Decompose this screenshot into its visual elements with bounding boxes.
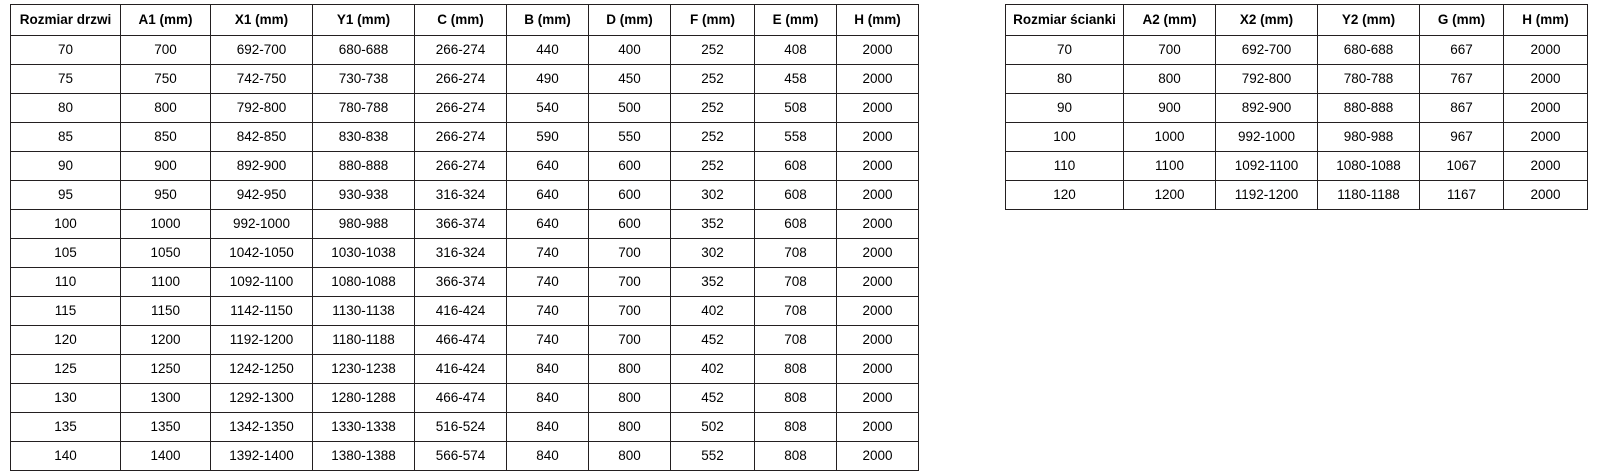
table-cell: 892-900	[1216, 94, 1318, 123]
table-cell: 1292-1300	[211, 384, 313, 413]
table-cell: 366-374	[415, 210, 507, 239]
column-header-door-4: C (mm)	[415, 5, 507, 36]
table-cell: 1300	[121, 384, 211, 413]
column-header-wall-0: Rozmiar ścianki	[1006, 5, 1124, 36]
table-cell: 1167	[1420, 181, 1504, 210]
table-cell: 892-900	[211, 152, 313, 181]
table-row	[1006, 36, 1588, 65]
table-cell: 700	[589, 268, 671, 297]
table-cell: 700	[1124, 36, 1216, 65]
table-cell: 140	[11, 442, 121, 471]
table-cell: 100	[11, 210, 121, 239]
table-cell: 590	[507, 123, 589, 152]
table-cell: 1080-1088	[313, 268, 415, 297]
table-cell: 1080-1088	[1318, 152, 1420, 181]
table-cell: 516-524	[415, 413, 507, 442]
table-cell: 1050	[121, 239, 211, 268]
column-header-door-6: D (mm)	[589, 5, 671, 36]
table-cell: 667	[1420, 36, 1504, 65]
wall-table-body	[1006, 36, 1588, 210]
table-cell: 550	[589, 123, 671, 152]
table-cell: 100	[1006, 123, 1124, 152]
table-cell: 302	[671, 181, 755, 210]
table-row	[1006, 94, 1588, 123]
table-cell: 416-424	[415, 297, 507, 326]
table-cell: 508	[755, 94, 837, 123]
table-cell: 452	[671, 384, 755, 413]
wall-panel-dimensions-table	[1005, 4, 1588, 210]
table-cell: 2000	[837, 65, 919, 94]
table-cell: 2000	[837, 181, 919, 210]
table-cell: 600	[589, 181, 671, 210]
table-cell: 730-738	[313, 65, 415, 94]
table-cell: 1200	[121, 326, 211, 355]
table-cell: 2000	[837, 152, 919, 181]
table-cell: 692-700	[1216, 36, 1318, 65]
table-row	[11, 123, 919, 152]
table-cell: 500	[589, 94, 671, 123]
table-cell: 692-700	[211, 36, 313, 65]
table-cell: 708	[755, 326, 837, 355]
table-cell: 408	[755, 36, 837, 65]
column-header-wall-2: X2 (mm)	[1216, 5, 1318, 36]
table-cell: 2000	[837, 442, 919, 471]
wall-table-head	[1006, 5, 1588, 36]
table-cell: 252	[671, 94, 755, 123]
table-cell: 1030-1038	[313, 239, 415, 268]
table-cell: 680-688	[1318, 36, 1420, 65]
table-cell: 2000	[837, 384, 919, 413]
table-row	[11, 355, 919, 384]
table-cell: 402	[671, 297, 755, 326]
table-row	[1006, 65, 1588, 94]
door-table-container	[10, 4, 919, 471]
table-cell: 2000	[1504, 152, 1588, 181]
table-cell: 1180-1188	[313, 326, 415, 355]
table-cell: 867	[1420, 94, 1504, 123]
table-cell: 2000	[1504, 123, 1588, 152]
table-cell: 600	[589, 152, 671, 181]
table-cell: 452	[671, 326, 755, 355]
table-cell: 800	[589, 384, 671, 413]
table-cell: 740	[507, 239, 589, 268]
table-cell: 1100	[1124, 152, 1216, 181]
table-cell: 466-474	[415, 326, 507, 355]
table-cell: 90	[1006, 94, 1124, 123]
table-cell: 2000	[837, 210, 919, 239]
table-cell: 808	[755, 384, 837, 413]
table-cell: 742-750	[211, 65, 313, 94]
table-cell: 416-424	[415, 355, 507, 384]
table-cell: 840	[507, 413, 589, 442]
table-row	[11, 65, 919, 94]
table-cell: 252	[671, 123, 755, 152]
table-cell: 1130-1138	[313, 297, 415, 326]
table-row	[11, 210, 919, 239]
table-cell: 900	[121, 152, 211, 181]
table-cell: 740	[507, 297, 589, 326]
column-header-door-8: E (mm)	[755, 5, 837, 36]
table-cell: 2000	[837, 239, 919, 268]
table-cell: 105	[11, 239, 121, 268]
table-row	[11, 413, 919, 442]
table-cell: 266-274	[415, 94, 507, 123]
table-cell: 600	[589, 210, 671, 239]
table-cell: 767	[1420, 65, 1504, 94]
table-cell: 850	[121, 123, 211, 152]
table-cell: 792-800	[1216, 65, 1318, 94]
column-header-wall-5: H (mm)	[1504, 5, 1588, 36]
table-cell: 840	[507, 442, 589, 471]
door-dimensions-table	[10, 4, 919, 471]
table-cell: 980-988	[1318, 123, 1420, 152]
table-cell: 2000	[837, 36, 919, 65]
table-row	[11, 181, 919, 210]
table-cell: 1400	[121, 442, 211, 471]
table-cell: 980-988	[313, 210, 415, 239]
table-cell: 120	[1006, 181, 1124, 210]
table-cell: 75	[11, 65, 121, 94]
table-cell: 800	[589, 413, 671, 442]
table-row	[11, 326, 919, 355]
table-cell: 608	[755, 152, 837, 181]
table-cell: 2000	[837, 94, 919, 123]
table-row	[1006, 152, 1588, 181]
table-cell: 992-1000	[211, 210, 313, 239]
table-cell: 540	[507, 94, 589, 123]
table-cell: 640	[507, 152, 589, 181]
table-cell: 2000	[837, 297, 919, 326]
table-cell: 1380-1388	[313, 442, 415, 471]
column-header-door-1: A1 (mm)	[121, 5, 211, 36]
table-cell: 942-950	[211, 181, 313, 210]
table-cell: 1250	[121, 355, 211, 384]
table-row	[1006, 123, 1588, 152]
column-header-door-2: X1 (mm)	[211, 5, 313, 36]
table-cell: 1242-1250	[211, 355, 313, 384]
column-header-wall-1: A2 (mm)	[1124, 5, 1216, 36]
table-cell: 440	[507, 36, 589, 65]
table-cell: 2000	[1504, 65, 1588, 94]
table-cell: 608	[755, 181, 837, 210]
table-cell: 808	[755, 413, 837, 442]
door-table-head	[11, 5, 919, 36]
table-cell: 1042-1050	[211, 239, 313, 268]
door-table-body	[11, 36, 919, 471]
table-row	[11, 152, 919, 181]
table-cell: 135	[11, 413, 121, 442]
table-cell: 490	[507, 65, 589, 94]
table-cell: 1000	[1124, 123, 1216, 152]
table-cell: 566-574	[415, 442, 507, 471]
table-cell: 1192-1200	[211, 326, 313, 355]
column-header-door-0: Rozmiar drzwi	[11, 5, 121, 36]
table-cell: 700	[121, 36, 211, 65]
table-cell: 266-274	[415, 152, 507, 181]
column-header-door-9: H (mm)	[837, 5, 919, 36]
table-cell: 750	[121, 65, 211, 94]
column-header-door-3: Y1 (mm)	[313, 5, 415, 36]
table-cell: 110	[1006, 152, 1124, 181]
table-cell: 950	[121, 181, 211, 210]
table-cell: 252	[671, 65, 755, 94]
table-cell: 352	[671, 268, 755, 297]
table-cell: 800	[589, 442, 671, 471]
table-cell: 800	[121, 94, 211, 123]
table-cell: 608	[755, 210, 837, 239]
table-cell: 80	[11, 94, 121, 123]
table-cell: 1092-1100	[1216, 152, 1318, 181]
table-cell: 130	[11, 384, 121, 413]
table-cell: 640	[507, 210, 589, 239]
table-cell: 302	[671, 239, 755, 268]
table-cell: 992-1000	[1216, 123, 1318, 152]
table-header-row	[1006, 5, 1588, 36]
table-cell: 1200	[1124, 181, 1216, 210]
table-cell: 1100	[121, 268, 211, 297]
column-header-door-7: F (mm)	[671, 5, 755, 36]
table-cell: 880-888	[313, 152, 415, 181]
table-cell: 85	[11, 123, 121, 152]
table-cell: 558	[755, 123, 837, 152]
table-cell: 120	[11, 326, 121, 355]
column-header-door-5: B (mm)	[507, 5, 589, 36]
table-cell: 640	[507, 181, 589, 210]
table-row	[11, 239, 919, 268]
table-row	[11, 36, 919, 65]
table-cell: 1392-1400	[211, 442, 313, 471]
table-cell: 110	[11, 268, 121, 297]
table-cell: 880-888	[1318, 94, 1420, 123]
table-cell: 450	[589, 65, 671, 94]
table-cell: 840	[507, 384, 589, 413]
table-cell: 840	[507, 355, 589, 384]
table-cell: 1092-1100	[211, 268, 313, 297]
table-cell: 708	[755, 297, 837, 326]
table-cell: 2000	[1504, 181, 1588, 210]
table-row	[1006, 181, 1588, 210]
table-cell: 366-374	[415, 268, 507, 297]
table-cell: 708	[755, 268, 837, 297]
table-cell: 1350	[121, 413, 211, 442]
table-cell: 266-274	[415, 36, 507, 65]
table-cell: 780-788	[1318, 65, 1420, 94]
table-row	[11, 268, 919, 297]
table-cell: 352	[671, 210, 755, 239]
table-cell: 740	[507, 326, 589, 355]
table-cell: 1330-1338	[313, 413, 415, 442]
table-cell: 70	[11, 36, 121, 65]
table-cell: 552	[671, 442, 755, 471]
table-cell: 2000	[837, 326, 919, 355]
table-cell: 458	[755, 65, 837, 94]
table-cell: 2000	[837, 268, 919, 297]
table-cell: 1230-1238	[313, 355, 415, 384]
table-row	[11, 94, 919, 123]
table-cell: 2000	[1504, 36, 1588, 65]
table-cell: 502	[671, 413, 755, 442]
table-cell: 680-688	[313, 36, 415, 65]
table-cell: 266-274	[415, 65, 507, 94]
table-cell: 70	[1006, 36, 1124, 65]
table-cell: 316-324	[415, 181, 507, 210]
table-cell: 1280-1288	[313, 384, 415, 413]
table-cell: 2000	[1504, 94, 1588, 123]
table-header-row	[11, 5, 919, 36]
table-cell: 316-324	[415, 239, 507, 268]
table-cell: 266-274	[415, 123, 507, 152]
table-cell: 125	[11, 355, 121, 384]
table-row	[11, 442, 919, 471]
wall-table-container	[1005, 4, 1588, 210]
table-cell: 700	[589, 239, 671, 268]
table-cell: 2000	[837, 123, 919, 152]
table-cell: 967	[1420, 123, 1504, 152]
table-cell: 740	[507, 268, 589, 297]
table-cell: 2000	[837, 413, 919, 442]
table-cell: 930-938	[313, 181, 415, 210]
table-cell: 700	[589, 297, 671, 326]
table-cell: 842-850	[211, 123, 313, 152]
table-cell: 80	[1006, 65, 1124, 94]
table-cell: 252	[671, 36, 755, 65]
table-cell: 402	[671, 355, 755, 384]
table-cell: 115	[11, 297, 121, 326]
table-cell: 400	[589, 36, 671, 65]
table-cell: 252	[671, 152, 755, 181]
table-cell: 780-788	[313, 94, 415, 123]
table-cell: 708	[755, 239, 837, 268]
table-cell: 95	[11, 181, 121, 210]
table-cell: 800	[1124, 65, 1216, 94]
table-cell: 1180-1188	[1318, 181, 1420, 210]
table-cell: 1192-1200	[1216, 181, 1318, 210]
table-cell: 1342-1350	[211, 413, 313, 442]
table-cell: 700	[589, 326, 671, 355]
table-cell: 1067	[1420, 152, 1504, 181]
table-cell: 1000	[121, 210, 211, 239]
table-row	[11, 384, 919, 413]
table-cell: 808	[755, 355, 837, 384]
table-cell: 800	[589, 355, 671, 384]
table-cell: 90	[11, 152, 121, 181]
table-cell: 900	[1124, 94, 1216, 123]
table-cell: 2000	[837, 355, 919, 384]
table-cell: 1150	[121, 297, 211, 326]
table-cell: 808	[755, 442, 837, 471]
table-cell: 830-838	[313, 123, 415, 152]
column-header-wall-4: G (mm)	[1420, 5, 1504, 36]
table-cell: 1142-1150	[211, 297, 313, 326]
table-row	[11, 297, 919, 326]
table-cell: 466-474	[415, 384, 507, 413]
table-cell: 792-800	[211, 94, 313, 123]
column-header-wall-3: Y2 (mm)	[1318, 5, 1420, 36]
